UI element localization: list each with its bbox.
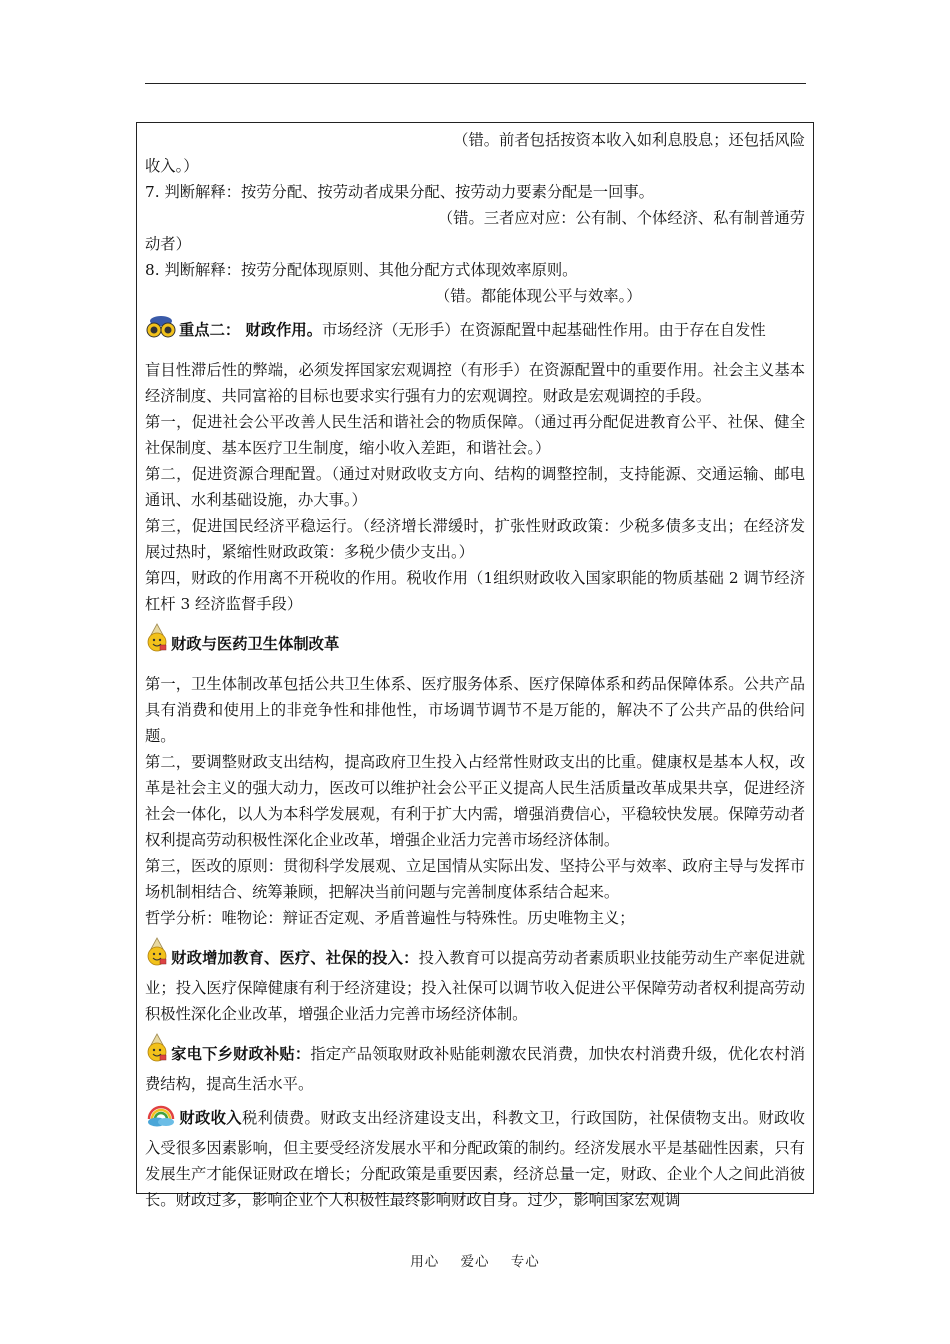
smiley-icon — [145, 937, 169, 975]
page-footer — [0, 1250, 950, 1270]
header-rule — [145, 83, 806, 84]
paragraph: 第一，卫生体制改革包括公共卫生体系、医疗服务体系、医疗保障体系和药品保障体系。公共产品具有消费和使用上的非竞争性和排他性，市场调节调节不是万能的，解决不了公共产品的供给问题。 — [145, 675, 805, 745]
answer-7-cont: 动者） — [145, 235, 191, 253]
footer-text: 专心 — [510, 1254, 540, 1270]
key-point-2-lead: 市场经济（无形手）在资源配置中起基础性作用。由于存在自发性 — [322, 321, 766, 339]
paragraph: 第四，财政的作用离不开税收的作用。税收作用（1组织财政收入国家职能的物质基础 2 调节经济杠杆 3 经济监督手段） — [145, 569, 805, 613]
answer-line: 收入。） — [145, 157, 199, 175]
education-heading: 财政增加教育、医疗、社保的投入： — [171, 949, 419, 967]
answer-8: （错。都能体现公平与效率。） — [435, 287, 642, 305]
subsidy-body: 指定产品领取财政补贴能刺激农民消费，加快农村消费升级，优化农村消费结构，提高生活水平。 — [145, 1045, 805, 1093]
subsidy-heading: 家电下乡财政补贴： — [171, 1045, 311, 1063]
revenue-section — [145, 1103, 805, 1213]
medical-heading: 财政与医药卫生体制改革 — [171, 635, 340, 653]
content-box — [136, 122, 814, 1209]
answer-line: （错。前者包括按资本收入如利息股息；还包括风险 — [453, 131, 805, 149]
question-8: 8. 判断解释：按劳分配体现原则、其他分配方式体现效率原则。 — [145, 261, 578, 279]
paragraph: 哲学分析：唯物论：辩证否定观、矛盾普遍性与特殊性。历史唯物主义； — [145, 909, 635, 927]
key-point-2-heading: 重点二： 财政作用。 — [179, 321, 322, 339]
goggles-icon — [145, 315, 177, 347]
key-point-2 — [145, 315, 805, 347]
education-section — [145, 937, 805, 1027]
smiley-icon — [145, 623, 169, 661]
subsidy-section — [145, 1033, 805, 1097]
revenue-body: 税利债费。财政支出经济建设支出，科教文卫，行政国防，社保债物支出。财政收入受很多因素影响，但主要受经济发展水平和分配政策的制约。经济发展水平是基础性因素，只有发展生产才能保证财政在增长；分配政策是重要因素，经济总量一定，财政、企业个人之间此消彼长。财政过多，影响企业个人积极性最终影响财政自身。过少，影响国家宏观调 — [145, 1109, 805, 1209]
footer-text: 爱心 — [460, 1254, 490, 1270]
paragraph: 第三，医改的原则：贯彻科学发展观、立足国情从实际出发、坚持公平与效率、政府主导与发挥市场机制相结合、统筹兼顾，把解决当前问题与完善制度体系结合起来。 — [145, 857, 805, 901]
rainbow-cloud-icon — [145, 1103, 177, 1135]
paragraph: 第二，促进资源合理配置。（通过对财政收支方向、结构的调整控制，支持能源、交通运输、邮电通讯、水利基础设施，办大事。） — [145, 465, 805, 509]
footer-text: 用心 — [410, 1254, 440, 1270]
medical-section — [145, 623, 805, 661]
smiley-icon — [145, 1033, 169, 1071]
paragraph: 第三，促进国民经济平稳运行。（经济增长滞缓时，扩张性财政政策：少税多债多支出；在经济发展过热时，紧缩性财政政策：多税少债少支出。） — [145, 517, 805, 561]
education-body: 投入教育可以提高劳动者素质职业技能劳动生产率促进就业；投入医疗保障健康有利于经济建设；投入社保可以调节收入促进公平保障劳动者权利提高劳动积极性深化企业改革，增强企业活力完善市场经济体制。 — [145, 949, 805, 1023]
revenue-heading: 财政收入 — [179, 1109, 242, 1127]
paragraph: 第一，促进社会公平改善人民生活和谐社会的物质保障。（通过再分配促进教育公平、社保、健全社保制度、基本医疗卫生制度，缩小收入差距，和谐社会。） — [145, 413, 805, 457]
answer-7: （错。三者应对应：公有制、个体经济、私有制普通劳 — [437, 209, 805, 227]
question-7: 7. 判断解释：按劳分配、按劳动者成果分配、按劳动力要素分配是一回事。 — [145, 183, 654, 201]
paragraph: 第二，要调整财政支出结构，提高政府卫生投入占经常性财政支出的比重。健康权是基本人权，改革是社会主义的强大动力，医改可以维护社会公平正义提高人民生活质量改革成果共享，促进经济社会一体化，以人为本科学发展观，有利于扩大内需，增强消费信心，平稳较快发展。保障劳动者权利提高劳动积极性深化企业改革，增强企业活力完善市场经济体制。 — [145, 753, 805, 849]
paragraph: 盲目性滞后性的弊端，必须发挥国家宏观调控（有形手）在资源配置中的重要作用。社会主义基本经济制度、共同富裕的目标也要求实行强有力的宏观调控。财政是宏观调控的手段。 — [145, 361, 805, 405]
